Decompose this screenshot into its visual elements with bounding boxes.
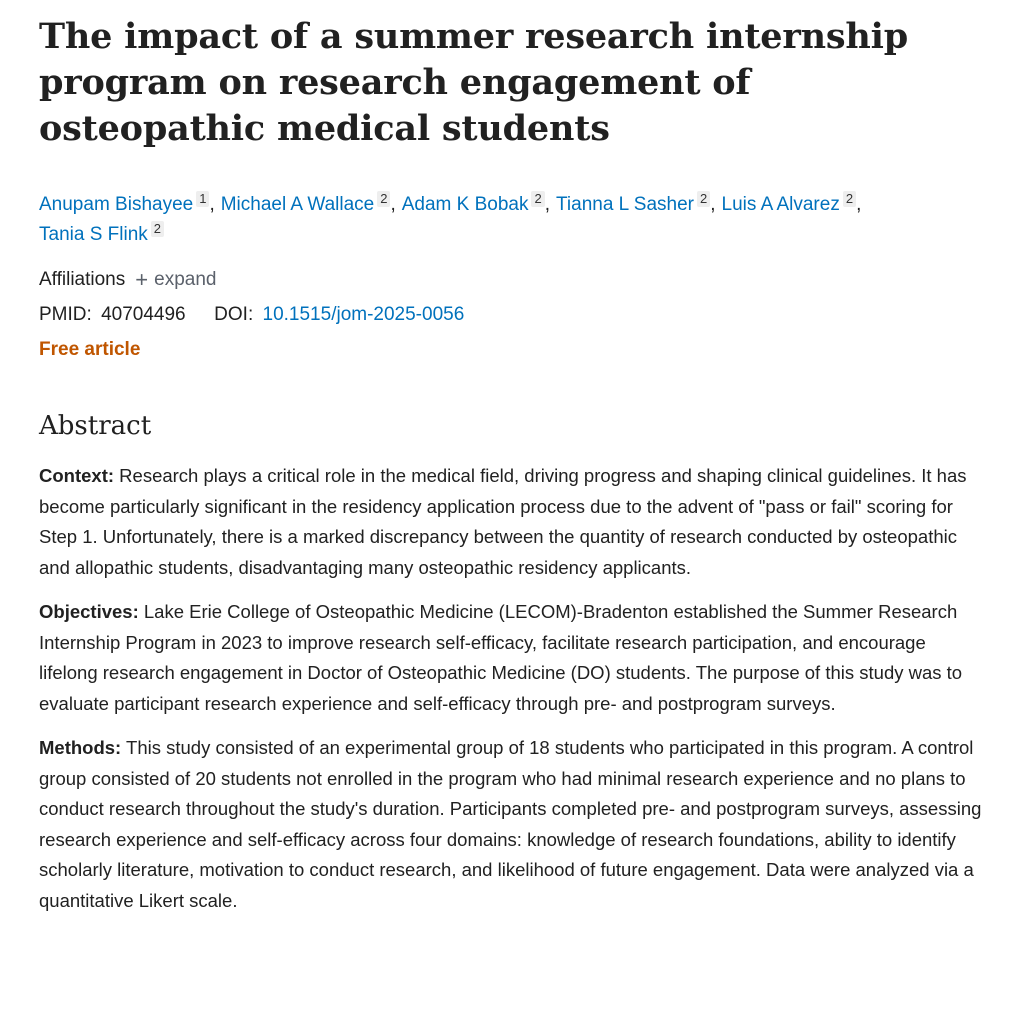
author-link[interactable]: Tania S Flink [39, 224, 148, 245]
plus-icon: + [135, 266, 149, 292]
author-affiliation-number[interactable]: 2 [697, 191, 710, 207]
author-separator: , [544, 194, 550, 215]
article-title: The impact of a summer research internship program on research engagement of osteopathic medical students [39, 16, 908, 149]
expand-label: expand [154, 269, 217, 290]
affiliations-label: Affiliations [39, 269, 126, 290]
abstract-content [39, 461, 984, 916]
affiliations-row [39, 262, 984, 297]
abstract-section-methods [39, 733, 984, 916]
author-link[interactable]: Anupam Bishayee [39, 194, 194, 215]
author-separator: , [856, 194, 862, 215]
author-affiliation-number[interactable]: 2 [151, 221, 164, 237]
free-article-badge: Free article [39, 339, 141, 360]
author-link[interactable]: Luis A Alvarez [721, 194, 840, 215]
author-separator: , [209, 194, 215, 215]
author-link[interactable]: Adam K Bobak [401, 194, 529, 215]
author-link[interactable]: Tianna L Sasher [556, 194, 695, 215]
identifiers-row [39, 297, 984, 332]
author-separator: , [390, 194, 396, 215]
pmid-label: PMID: [39, 304, 92, 325]
doi-label: DOI: [214, 304, 254, 325]
abstract-section-text: Lake Erie College of Osteopathic Medicine (LECOM)-Bradenton established the Summer Research Internship Program in 2023 to improve research self-efficacy, facilitate research participation, and encourage lifelong research engagement in Doctor of Osteopathic Medicine (DO) students. The purpose of this study was to evaluate participant research experience and self-efficacy through pre- and postprogram surveys. [39, 601, 963, 714]
pmid-value: 40704496 [101, 304, 186, 325]
abstract-section-objectives [39, 597, 984, 719]
abstract-section-label: Objectives: [39, 601, 139, 622]
article-meta [39, 262, 984, 367]
abstract-section-text: This study consisted of an experimental group of 18 students who participated in this program. A control group consisted of 20 students not enrolled in the program who had minimal research experience and no plans to conduct research throughout the study's duration. Participants completed pre- and postprogram surveys, assessing research experience and self-efficacy across four domains: knowledge of research foundations, ability to identify scholarly literature, motivation to conduct research, and likelihood of future engagement. Data were analyzed via a quantitative Likert scale. [39, 737, 982, 911]
author-link[interactable]: Michael A Wallace [220, 194, 375, 215]
author-affiliation-number[interactable]: 2 [843, 191, 856, 207]
author-list [39, 190, 984, 250]
doi-link[interactable]: 10.1515/jom-2025-0056 [262, 304, 465, 325]
abstract-section-label: Methods: [39, 737, 122, 758]
affiliations-expand-button[interactable] [135, 262, 216, 297]
abstract-section-text: Research plays a critical role in the medical field, driving progress and shaping clinical guidelines. It has become particularly significant in the residency application process due to the advent of "pass or fail" scoring for Step 1. Unfortunately, there is a marked discrepancy between the quantity of research conducted by osteopathic and allopathic students, disadvantaging many osteopathic residency applicants. [39, 465, 967, 578]
abstract-section-context [39, 461, 984, 583]
author-affiliation-number[interactable]: 1 [196, 191, 209, 207]
abstract-heading: Abstract [39, 411, 152, 441]
abstract-section-label: Context: [39, 465, 115, 486]
author-affiliation-number[interactable]: 2 [531, 191, 544, 207]
author-separator: , [710, 194, 716, 215]
author-affiliation-number[interactable]: 2 [377, 191, 390, 207]
